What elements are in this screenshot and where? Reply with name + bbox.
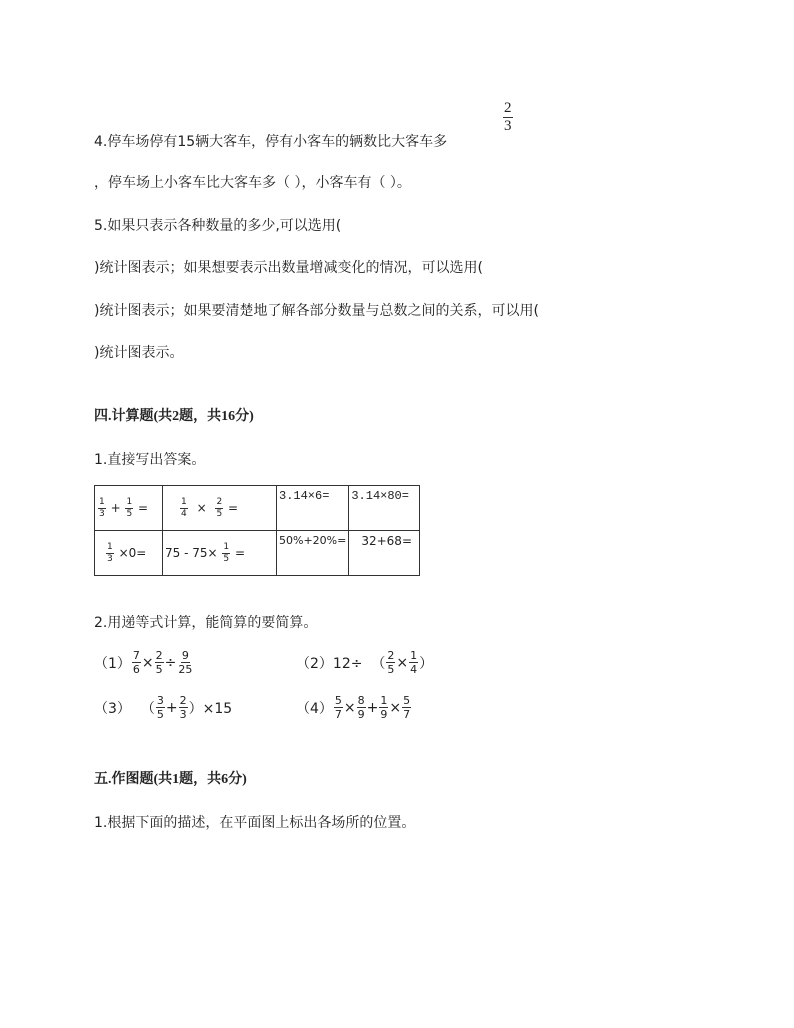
expression-2: （2） 12÷ （ $\frac{2}{5}$ × $\frac{1}{4}$ ） <box>296 649 434 676</box>
section5-q1: 1.根据下面的描述，在平面图上标出各场所的位置。 <box>94 815 416 831</box>
fraction: $\frac{5}{7}$ <box>334 694 342 721</box>
table-row <box>95 486 420 531</box>
q4-line1: 4.停车场停有15辆大客车，停有小客车的辆数比大客车多 <box>94 134 448 150</box>
expression-label: （2） <box>296 655 333 672</box>
section4-q1: 1.直接写出答案。 <box>94 452 206 468</box>
fraction: $\frac{1}{4}$ <box>181 496 187 519</box>
fraction: $\frac{2}{5}$ <box>387 649 395 676</box>
q4-fraction <box>503 101 513 134</box>
expression-label: （1） <box>94 655 131 672</box>
cell-r2c2: 75 - 75× $\frac{1}{5}$ = <box>163 531 277 576</box>
cell-r2c1: $\frac{1}{3}$ ×0= <box>95 531 163 576</box>
q4-fraction-numerator: 2 <box>504 100 512 116</box>
q4-line2: ，停车场上小客车比大客车多（ ），小客车有（ ）。 <box>94 175 411 191</box>
section4-heading: 四.计算题(共2题，共16分) <box>94 409 254 424</box>
cell-r1c1: $\frac{1}{3}$ + $\frac{1}{5}$ = <box>95 486 163 531</box>
fraction: $\frac{2}{5}$ <box>155 649 163 676</box>
fraction: $\frac{3}{5}$ <box>156 694 164 721</box>
cell-r1c4: 3.14×80= <box>349 486 420 531</box>
expression-1: （1） $\frac{7}{6}$ × $\frac{2}{5}$ ÷ $\frac{9}{25}$ <box>94 649 193 676</box>
fraction: $\frac{1}{4}$ <box>410 649 418 676</box>
section5-heading: 五.作图题(共1题，共6分) <box>94 772 247 787</box>
q4-fraction-denominator: 3 <box>504 118 512 134</box>
fraction: $\frac{8}{9}$ <box>357 694 365 721</box>
q5-line4: )统计图表示。 <box>94 345 184 361</box>
fraction: $\frac{1}{5}$ <box>223 541 230 564</box>
fraction: $\frac{5}{7}$ <box>403 694 411 721</box>
table-row <box>95 531 420 576</box>
calc-table <box>94 485 420 576</box>
fraction: $\frac{1}{3}$ <box>99 496 105 519</box>
fraction: $\frac{2}{3}$ <box>179 694 187 721</box>
cell-r2c4: 32+68= <box>349 531 420 576</box>
expression-label: （4） <box>296 700 333 717</box>
fraction: $\frac{1}{9}$ <box>380 694 388 721</box>
cell-r1c2: $\frac{1}{4}$ × $\frac{2}{5}$ = <box>163 486 277 531</box>
expression-label: （3） <box>94 700 131 717</box>
q5-line1: 5.如果只表示各种数量的多少,可以选用( <box>94 218 342 234</box>
cell-r1c3: 3.14×6= <box>277 486 349 531</box>
fraction: $\frac{1}{5}$ <box>126 496 133 519</box>
fraction: $\frac{2}{5}$ <box>216 496 223 519</box>
q5-line2: )统计图表示；如果想要表示出数量增减变化的情况，可以选用( <box>94 260 483 276</box>
fraction: $\frac{9}{25}$ <box>178 649 193 676</box>
cell-r2c3: 50%+20%= <box>277 531 349 576</box>
expression-4: （4） $\frac{5}{7}$ × $\frac{8}{9}$ + $\frac{1}{9}$ × $\frac{5}{7}$ <box>296 694 411 721</box>
fraction: $\frac{1}{3}$ <box>107 541 113 564</box>
q5-line3: )统计图表示；如果要清楚地了解各部分数量与总数之间的关系，可以用( <box>94 303 539 319</box>
section4-q2: 2.用递等式计算，能简算的要简算。 <box>94 615 318 631</box>
expression-3: （3） （ $\frac{3}{5}$ + $\frac{2}{3}$ ）×15 <box>94 694 233 721</box>
fraction: $\frac{7}{6}$ <box>132 649 140 676</box>
